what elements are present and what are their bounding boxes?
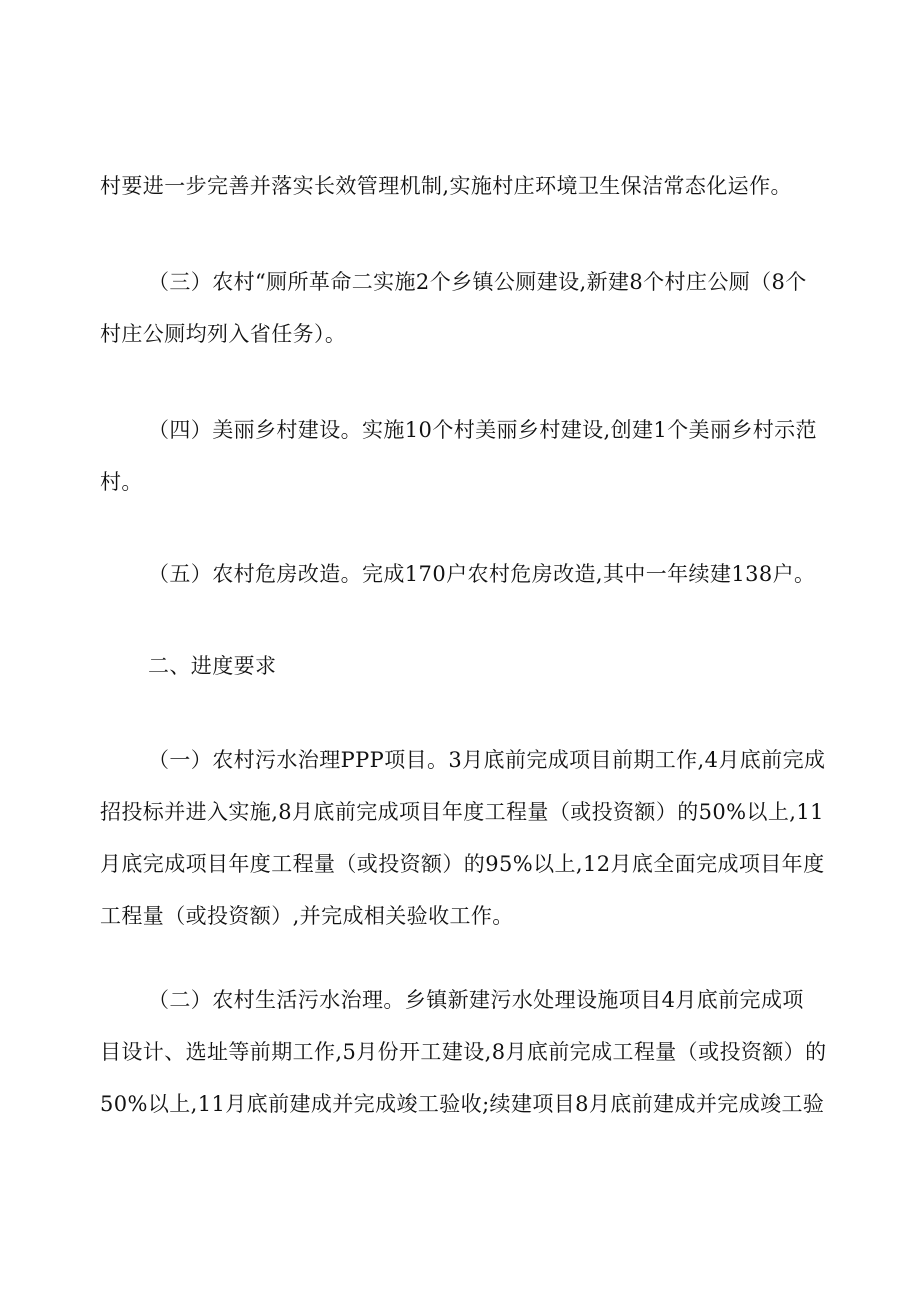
text-line: 目设计、选址等前期工作,5月份开工建设,8月底前完成工程量（或投资额）的 [100, 1040, 827, 1064]
text-line: 招投标并进入实施,8月底前完成项目年度工程量（或投资额）的50%以上,11 [100, 800, 824, 824]
paragraph-beautiful-village [100, 404, 824, 508]
paragraph-sewage-treatment [100, 974, 827, 1130]
paragraph-sanitation-mechanism [100, 160, 824, 212]
text-line: 月底完成项目年度工程量（或投资额）的95%以上,12月底全面完成项目年度 [100, 852, 825, 876]
text-line: 50%以上,11月底前建成并完成竣工验收;续建项目8月底前建成并完成竣工验 [100, 1092, 825, 1116]
text-line: （四）美丽乡村建设。实施10个村美丽乡村建设,创建1个美丽乡村示范 [148, 418, 817, 442]
text-line: 村庄公厕均列入省任务）。 [100, 322, 347, 346]
heading-text: 二、进度要求 [148, 654, 277, 678]
text-line: 村要进一步完善并落实长效管理机制,实施村庄环境卫生保洁常态化运作。 [100, 174, 792, 198]
text-line: （三）农村“厕所革命二实施2个乡镇公厕建设,新建8个村庄公厕（8个 [148, 270, 807, 294]
paragraph-ppp-project [100, 734, 824, 942]
text-line: 村。 [100, 470, 143, 494]
text-line: （五）农村危房改造。完成170户农村危房改造,其中一年续建138户。 [148, 562, 816, 586]
section-heading-progress [100, 640, 824, 692]
text-line: （二）农村生活污水治理。乡镇新建污水处理设施项目4月底前完成项 [148, 988, 804, 1012]
paragraph-toilet-revolution [100, 256, 824, 360]
text-line: （一）农村污水治理PPP项目。3月底前完成项目前期工作,4月底前完成 [148, 748, 826, 772]
text-line: 工程量（或投资额）,并完成相关验收工作。 [100, 904, 514, 928]
paragraph-dilapidated-housing [100, 548, 824, 600]
